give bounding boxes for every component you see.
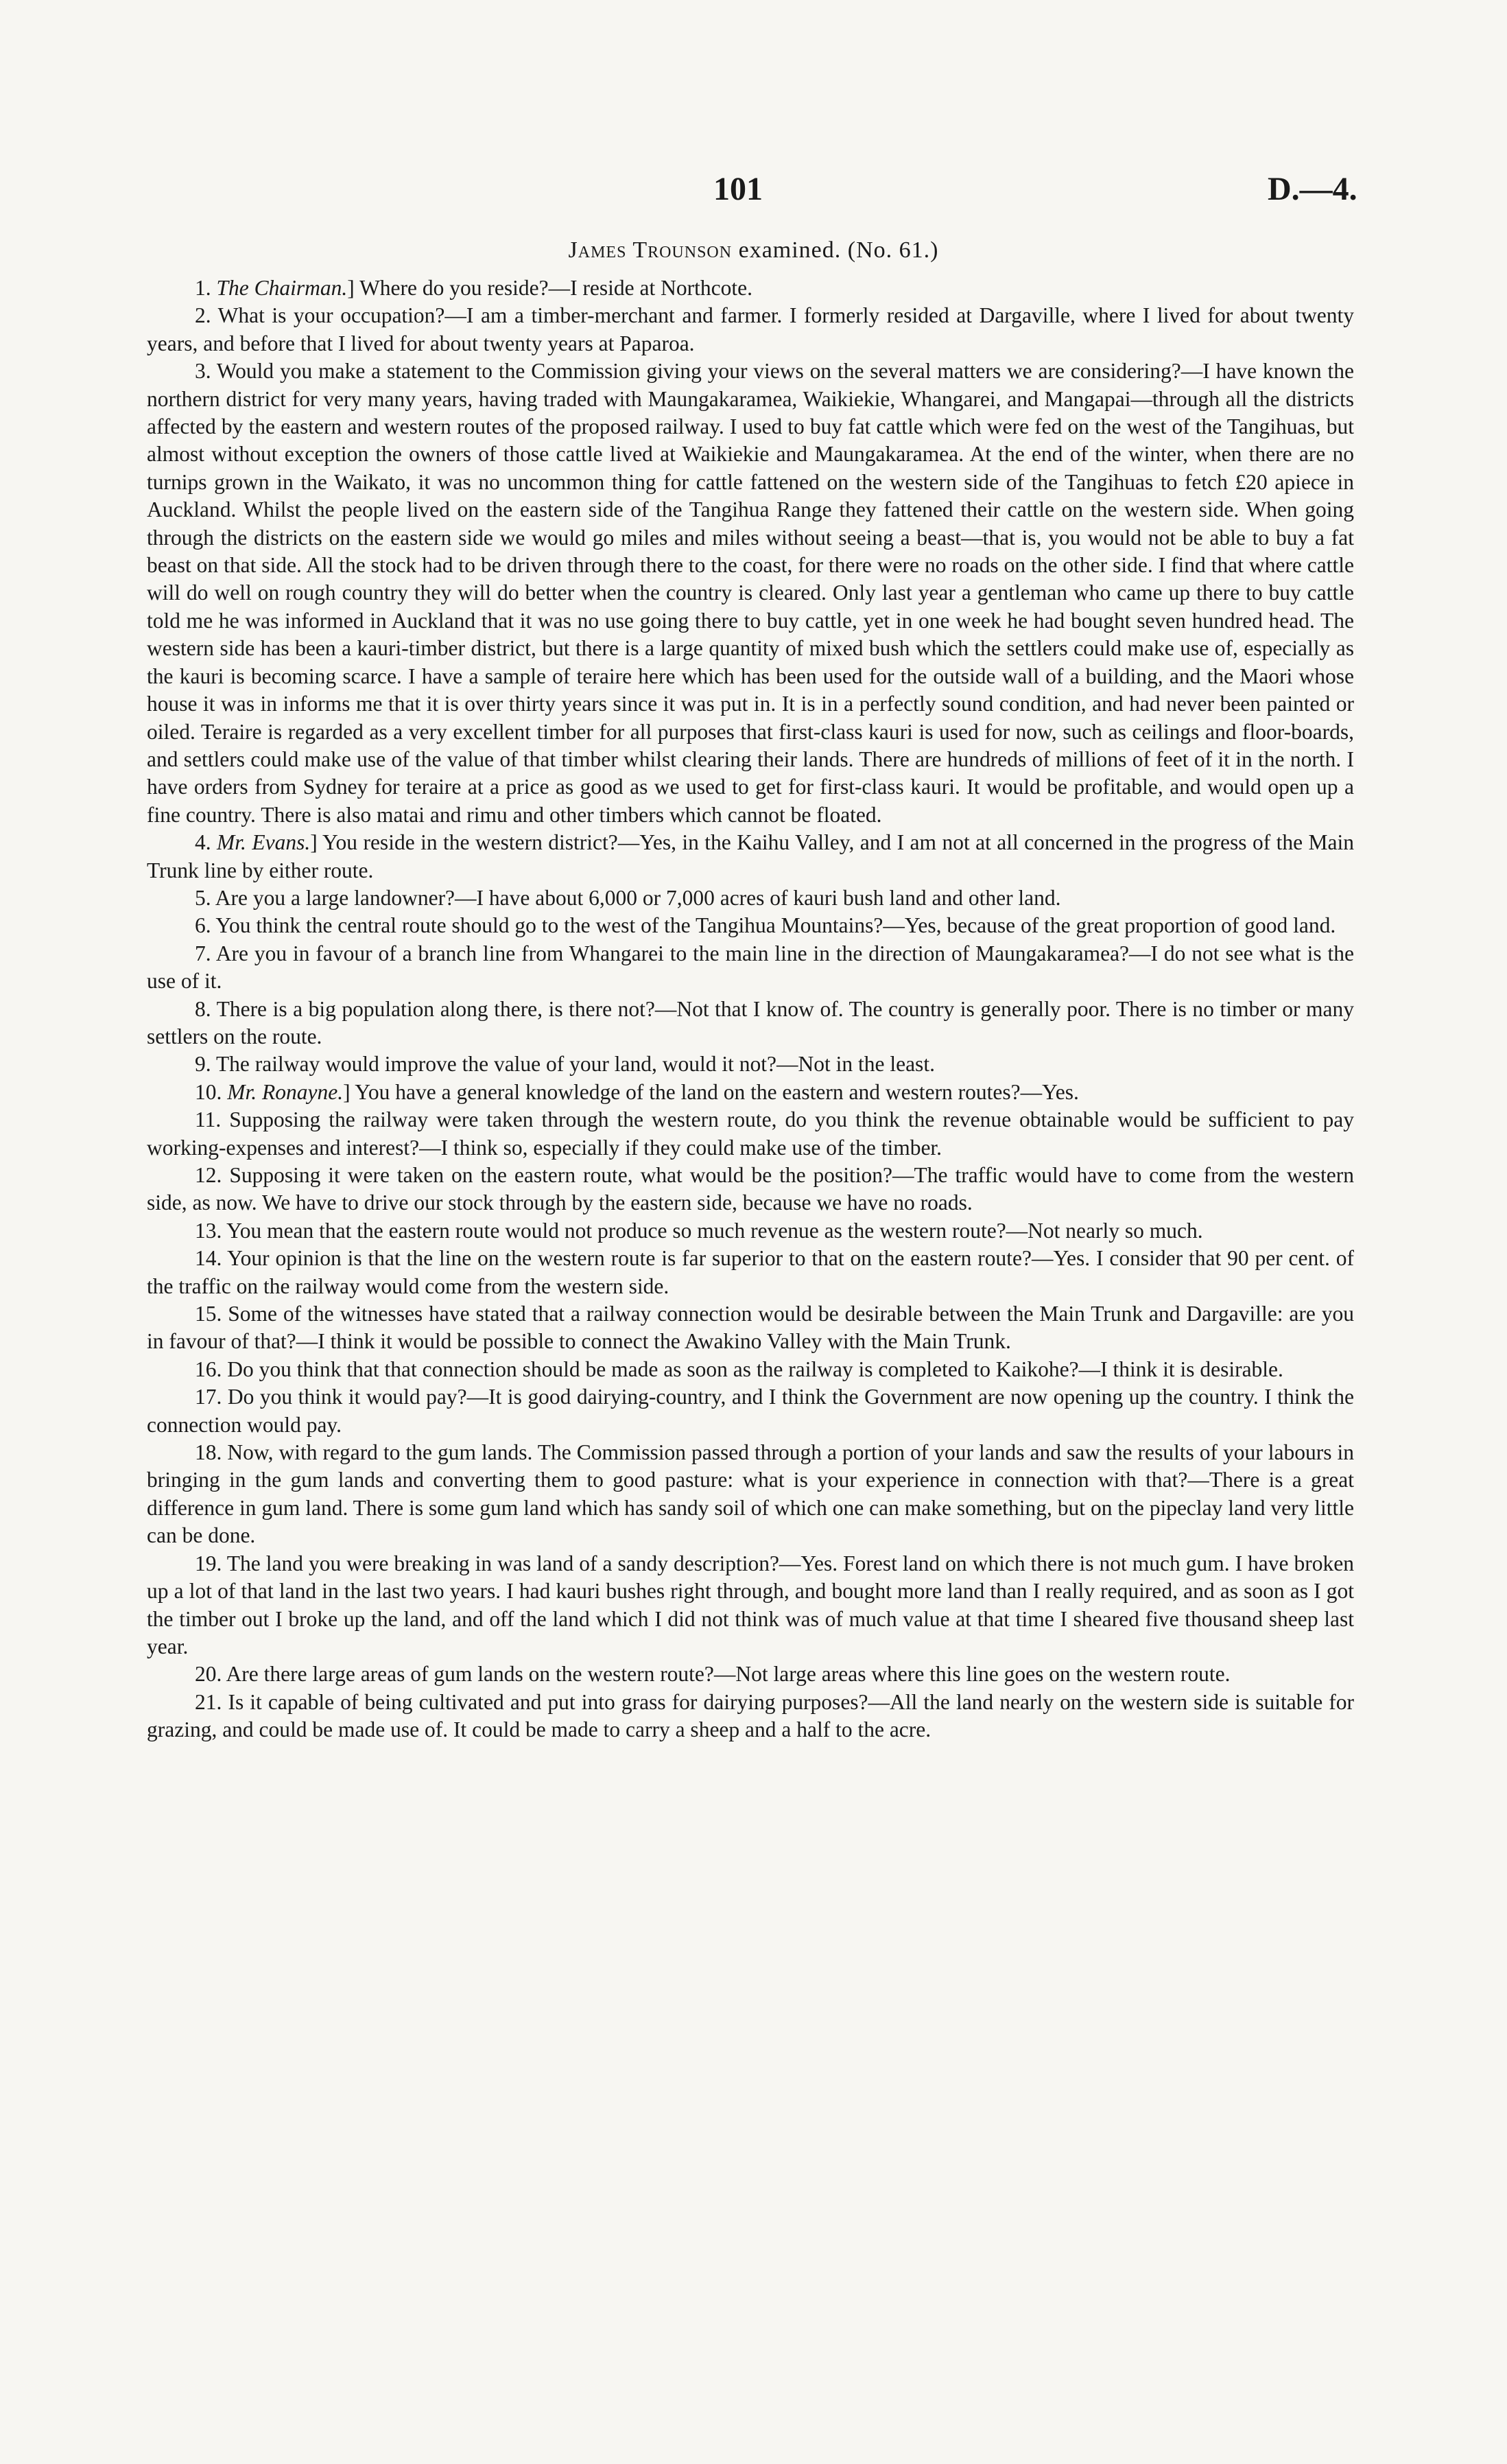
witness-heading: [0, 237, 1507, 263]
witness-name: James Trounson: [568, 237, 733, 263]
question-14: 14. Your opinion is that the line on the western route is far superior to that on the eastern route?—Yes. I consider that 90 per cent. of the traffic on the railway would come from the western side.: [147, 1246, 1354, 1298]
question-13: 13. You mean that the eastern route would not produce so much revenue as the western route?—Not nearly so much.: [195, 1218, 1203, 1243]
question-8: 8. There is a big population along there, is there not?—Not that I know of. The country is generally poor. There is no timber or many settlers on the route.: [147, 996, 1354, 1048]
question-17: 17. Do you think it would pay?—It is good dairying-country, and I think the Government are now opening up the country. I think the connection would pay.: [147, 1385, 1355, 1437]
question-4: 4. Mr. Evans.] You reside in the western district?—Yes, in the Kaihu Valley, and I am not at all concerned in the progress of the Main Trunk line by either route.: [147, 830, 1354, 882]
question-18: 18. Now, with regard to the gum lands. The Commission passed through a portion of your lands and saw the results of your labours in bringing in the gum lands and converting them to good pasture: what is your experience in connection with that?—There is a great difference in gum land. There is some gum land which has sandy soil of which one can make something, but on the pipeclay land very little can be done.: [147, 1440, 1354, 1548]
heading-rest: examined. (No. 61.): [732, 237, 939, 263]
question-15: 15. Some of the witnesses have stated that a railway connection would be desirable between the Main Trunk and Dargaville: are you in favour of that?—I think it would be possible to connect the Awakino Valley with the Main Trunk.: [147, 1302, 1354, 1354]
question-9: 9. The railway would improve the value of your land, would it not?—Not in the least.: [195, 1052, 935, 1077]
document-reference: D.—4.: [1268, 171, 1357, 207]
question-16: 16. Do you think that that connection should be made as soon as the railway is completed to Kaikohe?—I think it is desirable.: [195, 1357, 1283, 1381]
testimony-body: [147, 274, 1354, 1744]
question-2: 2. What is your occupation?—I am a timber-merchant and farmer. I formerly resided at Dargaville, where I lived for about twenty years, and before that I lived for about twenty years at Paparoa.: [147, 303, 1354, 355]
question-1: 1. The Chairman.] Where do you reside?—I reside at Northcote.: [195, 276, 752, 300]
question-11: 11. Supposing the railway were taken through the western route, do you think the revenue obtainable would be sufficient to pay working-expenses and interest?—I think so, especially if they could make use of the timber.: [147, 1107, 1354, 1160]
question-7: 7. Are you in favour of a branch line from Whangarei to the main line in the direction of Maungakaramea?—I do not see what is the use of it.: [147, 941, 1355, 994]
question-5: 5. Are you a large landowner?—I have about 6,000 or 7,000 acres of kauri bush land and other land.: [195, 885, 1061, 910]
question-20: 20. Are there large areas of gum lands on the western route?—Not large areas where this line goes on the western route.: [195, 1662, 1231, 1687]
question-3: 3. Would you make a statement to the Commission giving your views on the several matters we are considering?—I have known the northern district for very many years, having traded with Maungakaramea, Waikiekie, Whangarei, and Mangapai—through all the districts affected by the eastern and western routes of the proposed railway. I used to buy fat cattle which were fed on the west of the Tangihuas, but almost without exception the owners of those cattle lived at Waikiekie and Maungakaramea. At the end of the winter, when there are no turnips grown in the Waikato, it was no uncommon thing for cattle fattened on the western side of the Tangihuas to fetch £20 apiece in Auckland. Whilst the people lived on the eastern side of the Tangihua Range they fattened their cattle on the western side. When going through the districts on the eastern side we would go miles and miles without seeing a beast—that is, you would not be able to buy a fat beast on that side. All the stock had to be driven through there to the coast, for there were no roads on the other side. I find that where cattle will do well on rough country they will do better when the country is cleared. Only last year a gentleman who came up there to buy cattle told me he was informed in Auckland that it was no use going there to buy cattle, yet in one week he had bought seven hundred head. The western side has been a kauri-timber district, but there is a large quantity of mixed bush which the settlers could make use of, especially as the kauri is becoming scarce. I have a sample of teraire here which has been used for the outside wall of a building, and the Maori whose house it was in informs me that it is over thirty years since it was put in. It is in a perfectly sound condition, and had never been painted or oiled. Teraire is regarded as a very excellent timber for all purposes that first-class kauri is used for now, such as ceilings and floor-boards, and settlers could make use of the value of that timber whilst clearing their lands. There are hundreds of millions of feet of it in the north. I have orders from Sydney for teraire at a price as good as we used to get for first-class kauri. It would be profitable, and would open up a fine country. There is also matai and rimu and other timbers which cannot be floated.: [147, 359, 1354, 827]
question-10: 10. Mr. Ronayne.] You have a general knowledge of the land on the eastern and western routes?—Yes.: [195, 1079, 1079, 1104]
question-12: 12. Supposing it were taken on the eastern route, what would be the position?—The traffic would have to come from the western side, as now. We have to drive our stock through by the eastern side, because we have no roads.: [147, 1163, 1355, 1215]
question-6: 6. You think the central route should go to the west of the Tangihua Mountains?—Yes, because of the great proportion of good land.: [195, 913, 1336, 938]
page-number: 101: [713, 171, 763, 207]
question-19: 19. The land you were breaking in was land of a sandy description?—Yes. Forest land on which there is not much gum. I have broken up a lot of that land in the last two years. I had kauri bushes right through, and bought more land than I really required, and as soon as I got the timber out I broke up the land, and off the land which I did not think was of much value at that time I sheared five thousand sheep last year.: [147, 1551, 1354, 1658]
question-21: 21. Is it capable of being cultivated and put into grass for dairying purposes?—All the land nearly on the western side is suitable for grazing, and could be made use of. It could be made to carry a sheep and a half to the acre.: [147, 1689, 1354, 1742]
